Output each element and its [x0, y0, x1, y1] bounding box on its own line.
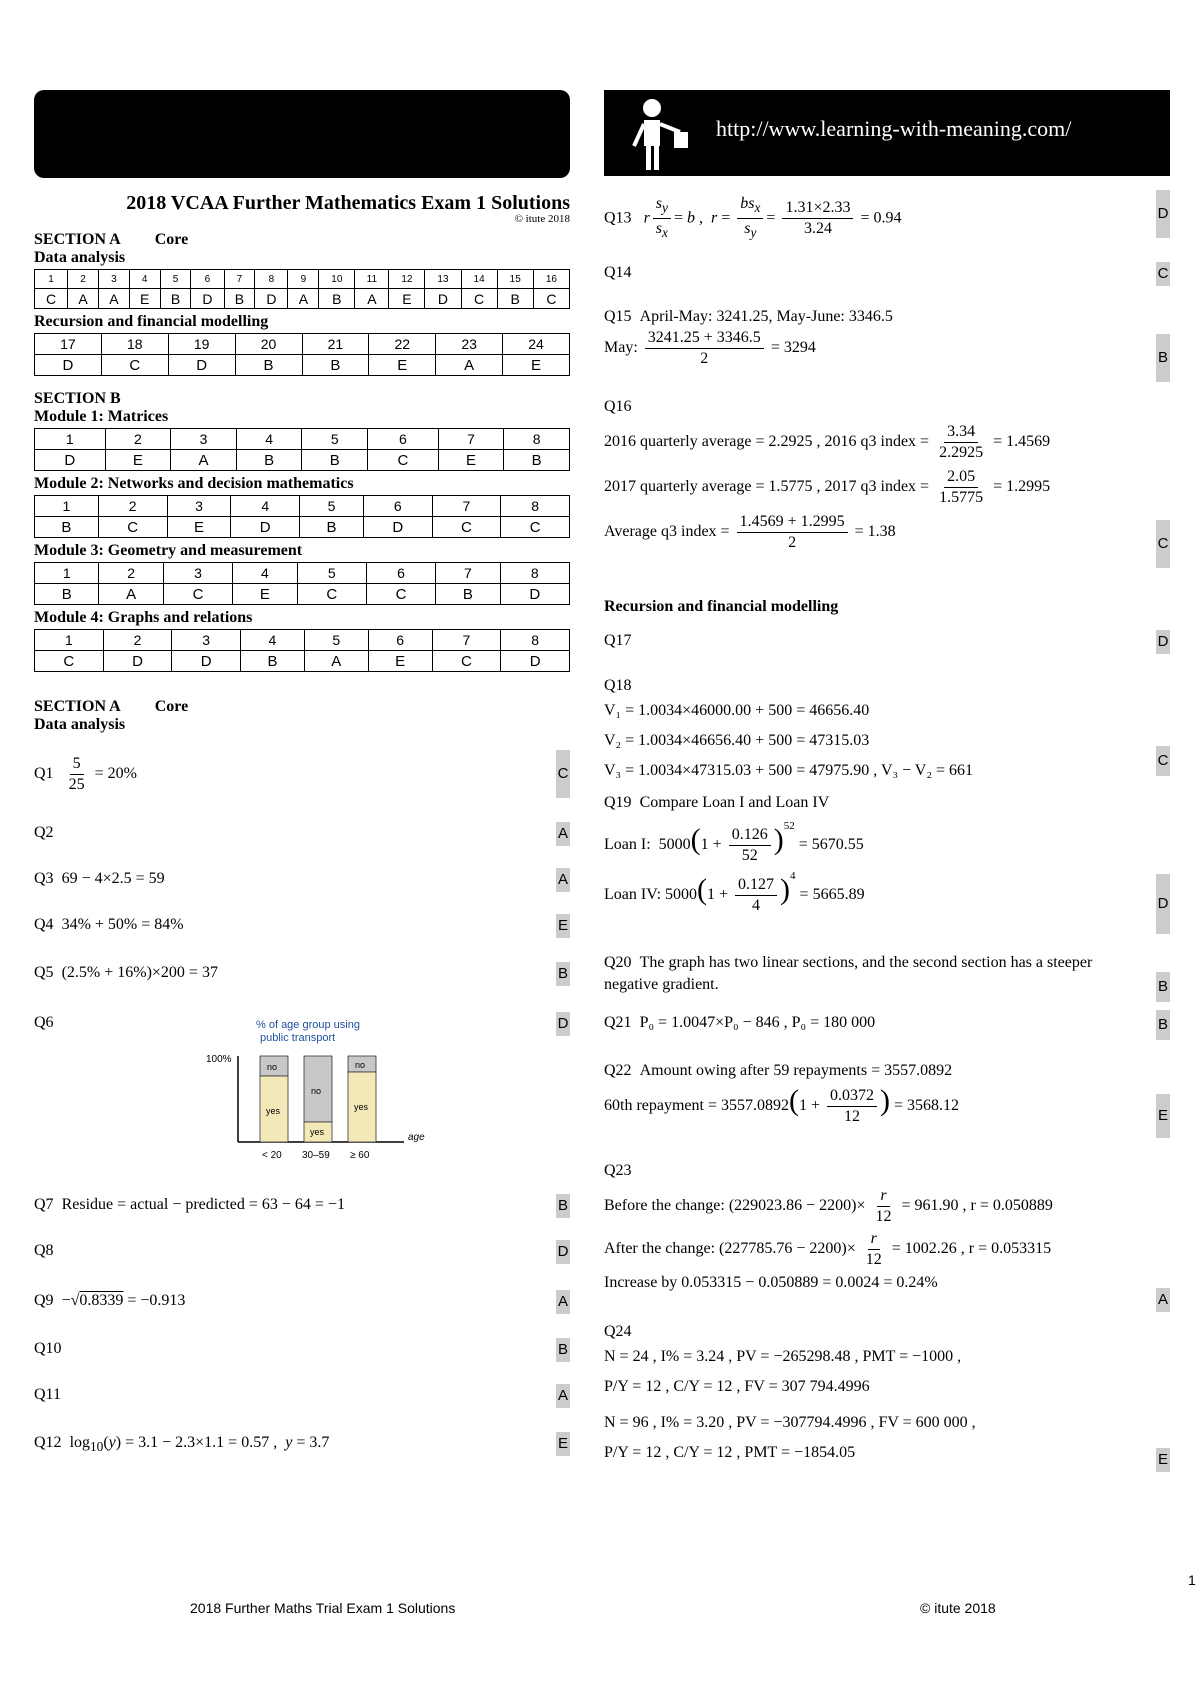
module-2-heading: Module 2: Networks and decision mathematics	[34, 475, 354, 492]
q15-row: Q15 April-May: 3241.25, May-June: 3346.5 May: $\frac{3241.25 + 3346.5}{2}$ = 3294 B	[604, 308, 1170, 369]
chart-title-1: % of age group using	[256, 1019, 360, 1031]
module-3-qnum-2: 2	[99, 563, 163, 584]
recursion-answer-2: C	[101, 355, 168, 376]
module-4-qnum-7: 7	[432, 630, 501, 651]
footer-left: 2018 Further Maths Trial Exam 1 Solutions	[190, 1600, 456, 1616]
module-4-answer-4: B	[241, 651, 305, 672]
bar-1-yes-label: yes	[266, 1106, 281, 1116]
module-3-answer-5: C	[297, 584, 366, 605]
module-1-answer-3: A	[171, 450, 237, 471]
data-analysis-answer-15: B	[497, 289, 533, 309]
chart-title-2: public transport	[260, 1032, 336, 1044]
q22-row: Q22 Amount owing after 59 repayments = 3557.0892 60th repayment = 3557.0892(1 + $\frac{0.0372}{12}$ ) = 3568.12 E	[604, 1062, 1170, 1127]
module-1-answer-8: B	[504, 450, 570, 471]
recursion-qnum-3: 19	[168, 334, 235, 355]
q18-answer: C	[1156, 746, 1170, 776]
q1-row: Q1 $\frac{5}{25}$ = 20% C	[34, 754, 570, 795]
data-analysis-qnum-16: 16	[533, 270, 569, 289]
q20-row: Q20 The graph has two linear sections, and the second section has a steeper negative gradient. B	[604, 952, 1170, 996]
q1-fraction: $\frac{5}{25}$	[68, 755, 85, 793]
cat-1-label: < 20	[262, 1150, 282, 1161]
data-analysis-answer-1: C	[35, 289, 68, 309]
q24-answer: E	[1156, 1448, 1170, 1472]
recursion-qnum-2: 18	[101, 334, 168, 355]
module-3-answer-3: C	[163, 584, 232, 605]
recursion-qnum-1: 17	[35, 334, 102, 355]
bar-1-no-label: no	[267, 1062, 278, 1072]
data-analysis-qnum-8: 8	[255, 270, 288, 289]
recursion-qnum-4: 20	[235, 334, 302, 355]
module-1-answer-6: C	[368, 450, 439, 471]
banner-url: http://www.learning-with-meaning.com/	[716, 116, 1072, 141]
q13-fraction: $\frac{1.31\times 2.33}{3.24}$	[782, 198, 853, 239]
module-4-qnum-4: 4	[241, 630, 305, 651]
data-analysis-qnum-7: 7	[224, 270, 255, 289]
data-analysis-answer-table	[34, 269, 570, 309]
data-analysis-qnum-10: 10	[319, 270, 355, 289]
module-3-qnum-1: 1	[35, 563, 99, 584]
q12-answer: E	[556, 1432, 570, 1456]
data-analysis-qnum-11: 11	[355, 270, 389, 289]
q21-row: Q21 P₀ = 1.0047×P₀ − 846 , P₀ = 180 000 B	[604, 1014, 1170, 1032]
left-solutions	[34, 746, 570, 1466]
q13-row: Q13 r $\frac{s_y}{s_x}$ = b , r = $\frac{bs_x}{s_y}$ = $\frac{1.31\times 2.33}{3.24}$ = 0.94 D	[604, 194, 1170, 243]
q23-row: Q23 Before the change: (229023.86 − 2200)× $\frac{r}{12}$ = 961.90 , r = 0.050889 After the change: (227785.76 − 2200)× $\frac{r}{12}$ = 1002.26 , r = 0.053315 Increase by 0.053315 − 0.050889 = 0.0024 = 0.24% A	[604, 1162, 1170, 1292]
data-analysis-qnum-2: 2	[68, 270, 99, 289]
module-1-qnum-1: 1	[35, 429, 106, 450]
bar-3-yes-label: yes	[354, 1102, 369, 1112]
data-analysis-answer-10: B	[319, 289, 355, 309]
bar-2-yes-label: yes	[310, 1127, 325, 1137]
module-2-qnum-5: 5	[300, 496, 364, 517]
data-analysis-heading: Data analysis	[34, 249, 126, 266]
module-1-qnum-8: 8	[504, 429, 570, 450]
module-4-qnum-6: 6	[368, 630, 432, 651]
q6-bar-chart	[204, 1014, 444, 1174]
module-4-qnum-8: 8	[501, 630, 570, 651]
recursion-answer-table	[34, 333, 570, 376]
document-title: 2018 VCAA Further Mathematics Exam 1 Solutions	[126, 192, 570, 214]
module-4-answer-1: C	[35, 651, 104, 672]
q15-answer: B	[1156, 334, 1170, 382]
module-1-answer-2: E	[105, 450, 171, 471]
q10-row: Q10 B	[34, 1340, 570, 1358]
q8-answer: D	[556, 1240, 570, 1264]
module-4-answer-7: C	[432, 651, 501, 672]
recursion-heading: Recursion and financial modelling	[34, 313, 269, 330]
data-analysis-qnum-3: 3	[98, 270, 129, 289]
module-3-qnum-6: 6	[366, 563, 435, 584]
footer-right: © itute 2018	[920, 1600, 996, 1616]
q23-answer: A	[1156, 1288, 1170, 1312]
q3-row: Q3 69 − 4×2.5 = 59 A	[34, 870, 570, 888]
recursion-answer-5: B	[302, 355, 369, 376]
module-3-answer-table	[34, 562, 570, 605]
left-column	[34, 90, 570, 1466]
q14-answer: C	[1156, 262, 1170, 286]
module-3-answer-4: E	[233, 584, 297, 605]
bar-2-no-label: no	[311, 1086, 322, 1096]
data-analysis-answer-16: C	[533, 289, 569, 309]
data-analysis-answer-11: A	[355, 289, 389, 309]
module-4-answer-5: A	[304, 651, 368, 672]
q7-answer: B	[556, 1194, 570, 1218]
module-4-answer-8: D	[501, 651, 570, 672]
data-analysis-qnum-12: 12	[389, 270, 425, 289]
module-1-qnum-4: 4	[236, 429, 302, 450]
data-analysis-answer-6: D	[191, 289, 224, 309]
q21-answer: B	[1156, 1010, 1170, 1040]
q4-answer: E	[556, 914, 570, 938]
q6-row: Q6 D % of age group using public transport 100% age no yes no yes no yes < 20 30–59 ≥ 60	[34, 1014, 570, 1174]
q11-answer: A	[556, 1384, 570, 1408]
data-analysis-answer-7: B	[224, 289, 255, 309]
module-2-answer-3: E	[167, 517, 231, 538]
logo-text	[102, 97, 503, 171]
recursion-answer-1: D	[35, 355, 102, 376]
chart-x-label: age	[408, 1132, 425, 1143]
data-analysis-answer-2: A	[68, 289, 99, 309]
module-4-answer-3: D	[172, 651, 241, 672]
q7-row: Q7 Residue = actual − predicted = 63 − 64 = −1 B	[34, 1196, 570, 1214]
data-analysis-answer-13: D	[425, 289, 461, 309]
teacher-figure-icon	[626, 96, 696, 172]
module-2-qnum-7: 7	[432, 496, 501, 517]
module-1-qnum-2: 2	[105, 429, 171, 450]
module-4-qnum-2: 2	[103, 630, 172, 651]
q8-row: Q8 D	[34, 1242, 570, 1260]
page-number: 1	[1188, 1572, 1196, 1588]
copyright-small: © itute 2018	[514, 213, 570, 225]
recursion-answer-6: E	[369, 355, 436, 376]
module-4-qnum-1: 1	[35, 630, 104, 651]
q17-row: Q17 D	[604, 632, 1170, 650]
module-2-answer-table	[34, 495, 570, 538]
recursion-qnum-8: 24	[503, 334, 570, 355]
bar-3-no-label: no	[355, 1060, 366, 1070]
q16-row: Q16 2016 quarterly average = 2.2925 , 2016 q3 index = $\frac{3.34}{2.2925}$ = 1.4569 2017 quarterly average = 1.5775 , 2017 q3 index = $\frac{2.05}{1.5775}$ = 1.2995 Average q3 index = $\frac{1.4569 + 1.2995}{2}$ = 1.38 C	[604, 398, 1170, 553]
recursion-qnum-5: 21	[302, 334, 369, 355]
module-1-answer-7: E	[438, 450, 504, 471]
module-2-answer-8: C	[501, 517, 570, 538]
learning-with-meaning-banner	[604, 90, 1170, 176]
q24-row: Q24 N = 24 , I% = 3.24 , PV = −265298.48 , PMT = −1000 , P/Y = 12 , C/Y = 12 , FV = 307 794.4996 N = 96 , I% = 3.20 , PV = −307794.4996 , FV = 600 000 , P/Y = 12 , C/Y = 12 , PMT = −1854.05 E	[604, 1322, 1170, 1468]
data-analysis-qnum-1: 1	[35, 270, 68, 289]
data-analysis-answer-3: A	[98, 289, 129, 309]
chart-y-label: 100%	[206, 1054, 232, 1065]
module-3-answer-8: D	[500, 584, 569, 605]
module-2-qnum-8: 8	[501, 496, 570, 517]
module-3-answer-7: B	[436, 584, 500, 605]
cat-2-label: 30–59	[302, 1150, 330, 1161]
q20-answer: B	[1156, 972, 1170, 1002]
right-solutions	[604, 176, 1170, 1596]
q5-row: Q5 (2.5% + 16%)×200 = 37 B	[34, 964, 570, 982]
recursion-answer-7: A	[436, 355, 503, 376]
q12-row: Q12 $\log_{10}(y) = 3.1 - 2.3\times 1.1 = 0.57$ , y = 3.7 E	[34, 1434, 568, 1455]
q14-row: Q14 C	[604, 264, 1170, 282]
q11-row: Q11 A	[34, 1386, 570, 1404]
q9-row: Q9 −√0.8339 = −0.913 A	[34, 1292, 570, 1310]
module-3-answer-6: C	[366, 584, 435, 605]
module-3-heading: Module 3: Geometry and measurement	[34, 542, 303, 559]
module-2-qnum-1: 1	[35, 496, 99, 517]
module-1-answer-5: B	[302, 450, 368, 471]
q9-answer: A	[556, 1290, 570, 1314]
data-analysis-qnum-4: 4	[129, 270, 160, 289]
module-3-qnum-3: 3	[163, 563, 232, 584]
module-2-answer-4: D	[231, 517, 300, 538]
modules-container	[34, 408, 570, 672]
module-3-answer-2: A	[99, 584, 163, 605]
q13-answer: D	[1156, 190, 1170, 238]
section-a-core-heading: SECTION A Core	[34, 698, 189, 715]
recursion-answer-3: D	[168, 355, 235, 376]
module-3-qnum-5: 5	[297, 563, 366, 584]
module-3-answer-1: B	[35, 584, 99, 605]
q10-answer: B	[556, 1338, 570, 1362]
data-analysis-heading-2: Data analysis	[34, 716, 126, 733]
data-analysis-answer-4: E	[129, 289, 160, 309]
q2-row: Q2 A	[34, 824, 570, 842]
module-2-qnum-4: 4	[231, 496, 300, 517]
q19-answer: D	[1156, 874, 1170, 934]
data-analysis-qnum-13: 13	[425, 270, 461, 289]
module-2-qnum-6: 6	[363, 496, 432, 517]
q2-answer: A	[556, 822, 570, 846]
data-analysis-answer-9: A	[288, 289, 319, 309]
module-3-qnum-8: 8	[500, 563, 569, 584]
recursion-answer-4: B	[235, 355, 302, 376]
module-2-answer-5: B	[300, 517, 364, 538]
module-4-answer-table	[34, 629, 570, 672]
right-column	[604, 90, 1170, 1596]
q1-answer: C	[556, 750, 570, 798]
itute-logo	[34, 90, 570, 178]
q16-answer: C	[1156, 520, 1170, 568]
module-1-answer-table	[34, 428, 570, 471]
recursion-heading-right: Recursion and financial modelling	[604, 598, 839, 615]
q6-answer: D	[556, 1012, 570, 1036]
data-analysis-answer-14: C	[461, 289, 497, 309]
module-4-answer-6: E	[368, 651, 432, 672]
data-analysis-qnum-14: 14	[461, 270, 497, 289]
module-2-qnum-3: 3	[167, 496, 231, 517]
data-analysis-answer-12: E	[389, 289, 425, 309]
module-1-qnum-5: 5	[302, 429, 368, 450]
data-analysis-answer-8: D	[255, 289, 288, 309]
recursion-qnum-6: 22	[369, 334, 436, 355]
recursion-qnum-7: 23	[436, 334, 503, 355]
cat-3-label: ≥ 60	[350, 1150, 370, 1161]
data-analysis-qnum-15: 15	[497, 270, 533, 289]
recursion-answer-8: E	[503, 355, 570, 376]
q5-answer: B	[556, 962, 570, 986]
module-4-heading: Module 4: Graphs and relations	[34, 609, 253, 626]
module-3-qnum-7: 7	[436, 563, 500, 584]
module-2-answer-1: B	[35, 517, 99, 538]
module-2-answer-2: C	[98, 517, 167, 538]
data-analysis-qnum-9: 9	[288, 270, 319, 289]
module-1-answer-1: D	[35, 450, 106, 471]
q18-row: Q18 V₁ = 1.0034×46000.00 + 500 = 46656.40 V₂ = 1.0034×46656.40 + 500 = 47315.03 V₃ = 1.0034×47315.03 + 500 = 47975.90 , V₃ − V₂ = 661 C	[604, 677, 1169, 779]
data-analysis-answer-5: B	[160, 289, 191, 309]
data-analysis-qnum-6: 6	[191, 270, 224, 289]
module-4-qnum-5: 5	[304, 630, 368, 651]
q19-row: Q19 Compare Loan I and Loan IV Loan I: 5000(1 + $\frac{0.126}{52}$ )$^{52}$ = 5670.55 Loan IV: 5000(1 + $\frac{0.127}{4}$ )$^4$ = 5665.89 D	[604, 794, 1170, 916]
module-2-answer-6: D	[363, 517, 432, 538]
q17-answer: D	[1156, 630, 1170, 654]
q3-answer: A	[556, 868, 570, 892]
module-3-qnum-4: 4	[233, 563, 297, 584]
section-a-heading: SECTION A Core	[34, 231, 189, 248]
module-1-answer-4: B	[236, 450, 302, 471]
module-1-qnum-7: 7	[438, 429, 504, 450]
module-1-qnum-6: 6	[368, 429, 439, 450]
q22-answer: E	[1156, 1094, 1170, 1138]
module-1-qnum-3: 3	[171, 429, 237, 450]
section-b-heading: SECTION B	[34, 390, 121, 407]
module-1-heading: Module 1: Matrices	[34, 408, 169, 425]
module-2-qnum-2: 2	[98, 496, 167, 517]
module-4-qnum-3: 3	[172, 630, 241, 651]
q4-row: Q4 34% + 50% = 84% E	[34, 916, 570, 934]
data-analysis-qnum-5: 5	[160, 270, 191, 289]
module-2-answer-7: C	[432, 517, 501, 538]
module-4-answer-2: D	[103, 651, 172, 672]
